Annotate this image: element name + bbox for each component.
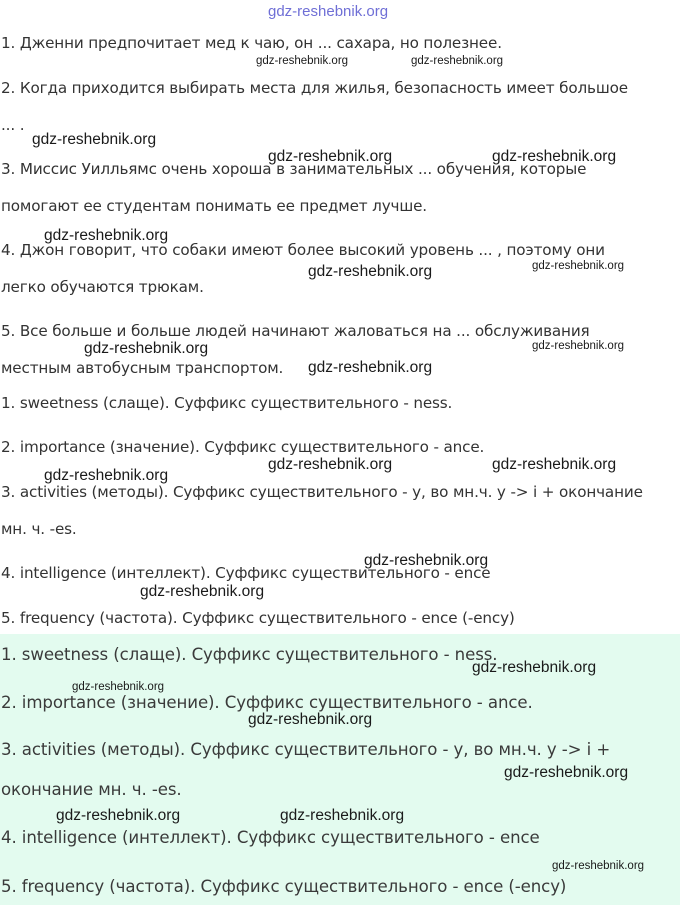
sentence-4: 4. Джон говорит, что собаки имеют более высокий уровень ... , поэтому они [1, 241, 605, 259]
watermark: gdz-reshebnik.org [268, 148, 393, 165]
watermark: gdz-reshebnik.org [504, 764, 629, 781]
watermark-header: gdz-reshebnik.org [268, 3, 389, 20]
watermark: gdz-reshebnik.org [532, 260, 625, 272]
watermark: gdz-reshebnik.org [552, 860, 645, 872]
watermark: gdz-reshebnik.org [280, 807, 405, 824]
watermark: gdz-reshebnik.org [256, 55, 349, 67]
watermark: gdz-reshebnik.org [140, 583, 265, 600]
sentence-3-cont: помогают ее студентам понимать ее предмет лучше. [1, 197, 427, 215]
hl-answer-2: 2. importance (значение). Суффикс существительного - ance. [1, 693, 533, 712]
watermark: gdz-reshebnik.org [492, 456, 617, 473]
watermark: gdz-reshebnik.org [308, 263, 433, 280]
hl-answer-4: 4. intelligence (интеллект). Суффикс существительного - ence [1, 828, 540, 847]
watermark: gdz-reshebnik.org [84, 340, 209, 357]
watermark: gdz-reshebnik.org [268, 456, 393, 473]
watermark: gdz-reshebnik.org [532, 340, 625, 352]
watermark: gdz-reshebnik.org [44, 467, 169, 484]
watermark: gdz-reshebnik.org [56, 807, 181, 824]
watermark: gdz-reshebnik.org [248, 711, 373, 728]
watermark: gdz-reshebnik.org [411, 55, 504, 67]
answer-5: 5. frequency (частота). Суффикс существительного - ence (-ency) [1, 609, 515, 627]
answer-2: 2. importance (значение). Суффикс существительного - ance. [1, 438, 485, 456]
sentence-5: 5. Все больше и больше людей начинают жаловаться на ... обслуживания [1, 322, 590, 340]
hl-answer-1: 1. sweetness (слаще). Суффикс существительного - ness. [1, 645, 498, 664]
hl-answer-3-cont: окончание мн. ч. -es. [1, 780, 182, 799]
sentence-4-cont: легко обучаются трюкам. [1, 278, 204, 296]
watermark: gdz-reshebnik.org [492, 148, 617, 165]
sentence-5-cont: местным автобусным транспортом. [1, 359, 284, 377]
watermark: gdz-reshebnik.org [44, 227, 169, 244]
hl-answer-3: 3. activities (методы). Суффикс существительного - y, во мн.ч. y -> i + [1, 740, 611, 759]
sentence-3: 3. Миссис Уилльямс очень хороша в занимательных ... обучения, которые [1, 160, 587, 178]
watermark: gdz-reshebnik.org [472, 659, 597, 676]
sentence-1: 1. Дженни предпочитает мед к чаю, он ... сахара, но полезнее. [1, 34, 502, 52]
answer-1: 1. sweetness (слаще). Суффикс существительного - ness. [1, 394, 453, 412]
sentence-2: 2. Когда приходится выбирать места для жилья, безопасность имеет большое [1, 79, 628, 97]
hl-answer-5: 5. frequency (частота). Суффикс существительного - ence (-ency) [1, 877, 567, 896]
answer-3: 3. activities (методы). Суффикс существительного - y, во мн.ч. y -> i + окончание [1, 483, 643, 501]
answer-4: 4. intelligence (интеллект). Суффикс существительного - ence [1, 564, 491, 582]
sentence-2-cont: ... . [1, 116, 25, 134]
answer-3-cont: мн. ч. -es. [1, 520, 77, 538]
watermark: gdz-reshebnik.org [308, 359, 433, 376]
watermark: gdz-reshebnik.org [72, 681, 165, 693]
watermark: gdz-reshebnik.org [364, 552, 489, 569]
watermark: gdz-reshebnik.org [32, 131, 157, 148]
